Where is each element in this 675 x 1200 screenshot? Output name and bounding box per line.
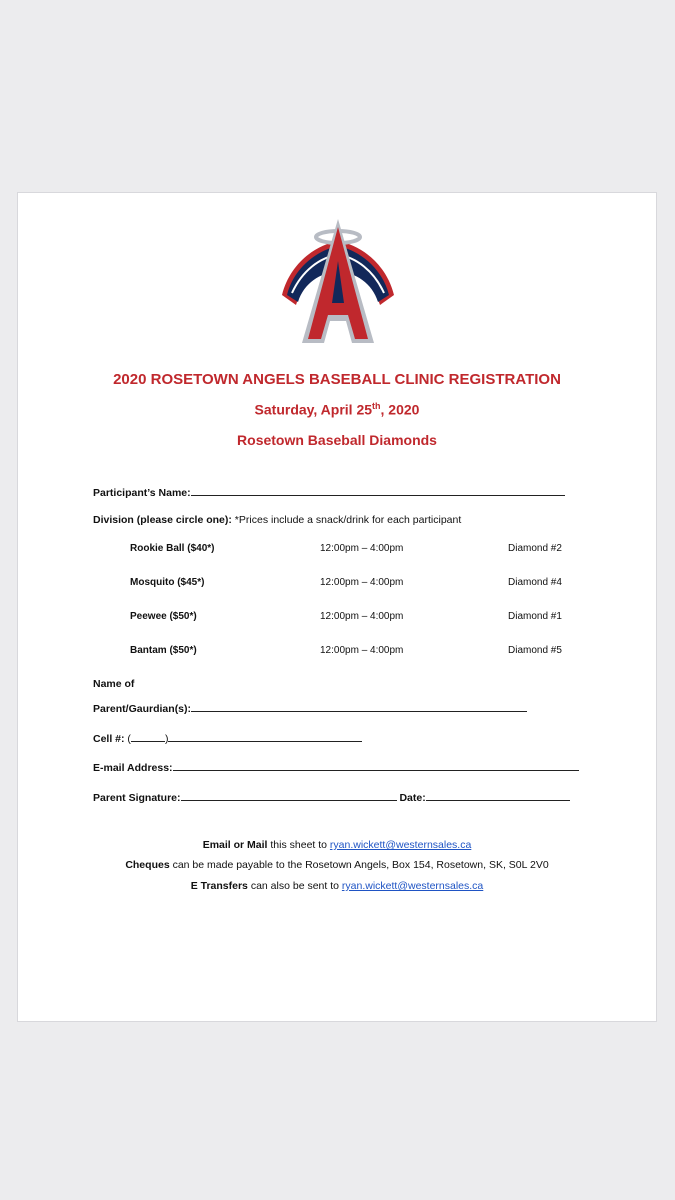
division-header	[93, 514, 461, 526]
footer-cheques-line: Cheques can be made payable to the Rosetown Angels, Box 154, Rosetown, SK, S0L 2V0	[125, 859, 549, 871]
parent-name-label: Parent/Gaurdian(s):	[93, 703, 192, 715]
division-name: Peewee ($50*)	[130, 611, 197, 622]
division-time: 12:00pm – 4:00pm	[320, 577, 404, 588]
division-name: Bantam ($50*)	[130, 645, 197, 656]
signature-label: Parent Signature:	[93, 792, 181, 804]
clinic-title: 2020 ROSETOWN ANGELS BASEBALL CLINIC REGISTRATION	[113, 371, 561, 388]
event-date: Saturday, April 25th, 2020	[254, 401, 420, 418]
division-name: Mosquito ($45*)	[130, 577, 205, 588]
date-label: Date:	[396, 792, 426, 804]
parent-name-field[interactable]	[191, 701, 527, 712]
division-label: Division (please circle one):	[93, 514, 232, 526]
footer-etransfer-line: E Transfers can also be sent to ryan.wickett@westernsales.ca	[190, 880, 484, 892]
division-time: 12:00pm – 4:00pm	[320, 611, 404, 622]
division-row-mosquito[interactable]	[18, 577, 658, 591]
division-diamond: Diamond #2	[508, 543, 562, 554]
footer-email-line: Email or Mail this sheet to ryan.wickett@westernsales.ca	[202, 839, 472, 851]
division-time: 12:00pm – 4:00pm	[320, 543, 404, 554]
division-note: *Prices include a snack/drink for each participant	[231, 514, 462, 526]
email-row	[93, 760, 579, 774]
division-row-peewee[interactable]	[18, 611, 658, 625]
division-diamond: Diamond #4	[508, 577, 562, 588]
division-diamond: Diamond #5	[508, 645, 562, 656]
participant-name-label: Participant’s Name:	[93, 487, 191, 499]
participant-name-field[interactable]	[191, 485, 565, 496]
date-field[interactable]	[426, 790, 570, 801]
etransfer-email-link[interactable]: ryan.wickett@westernsales.ca	[341, 880, 484, 892]
email-field[interactable]	[173, 760, 579, 771]
parent-name-row	[93, 701, 527, 715]
email-label: E-mail Address:	[93, 762, 173, 774]
cell-label: Cell #:	[93, 733, 125, 745]
signature-field[interactable]	[181, 790, 397, 801]
cell-number-field[interactable]	[168, 731, 362, 742]
division-time: 12:00pm – 4:00pm	[320, 645, 404, 656]
parent-label-line1: Name of	[93, 678, 135, 690]
division-row-rookie[interactable]	[18, 543, 658, 557]
email-link[interactable]: ryan.wickett@westernsales.ca	[329, 839, 472, 851]
angels-halo-a-logo	[276, 211, 400, 351]
event-location: Rosetown Baseball Diamonds	[237, 432, 437, 448]
signature-row	[93, 790, 570, 804]
division-diamond: Diamond #1	[508, 611, 562, 622]
cell-row: Cell #: ( )	[93, 731, 362, 745]
participant-name-row	[93, 485, 565, 499]
division-row-bantam[interactable]	[18, 645, 658, 659]
cell-area-code-field[interactable]	[131, 731, 165, 742]
division-name: Rookie Ball ($40*)	[130, 543, 215, 554]
registration-sheet	[17, 192, 657, 1022]
